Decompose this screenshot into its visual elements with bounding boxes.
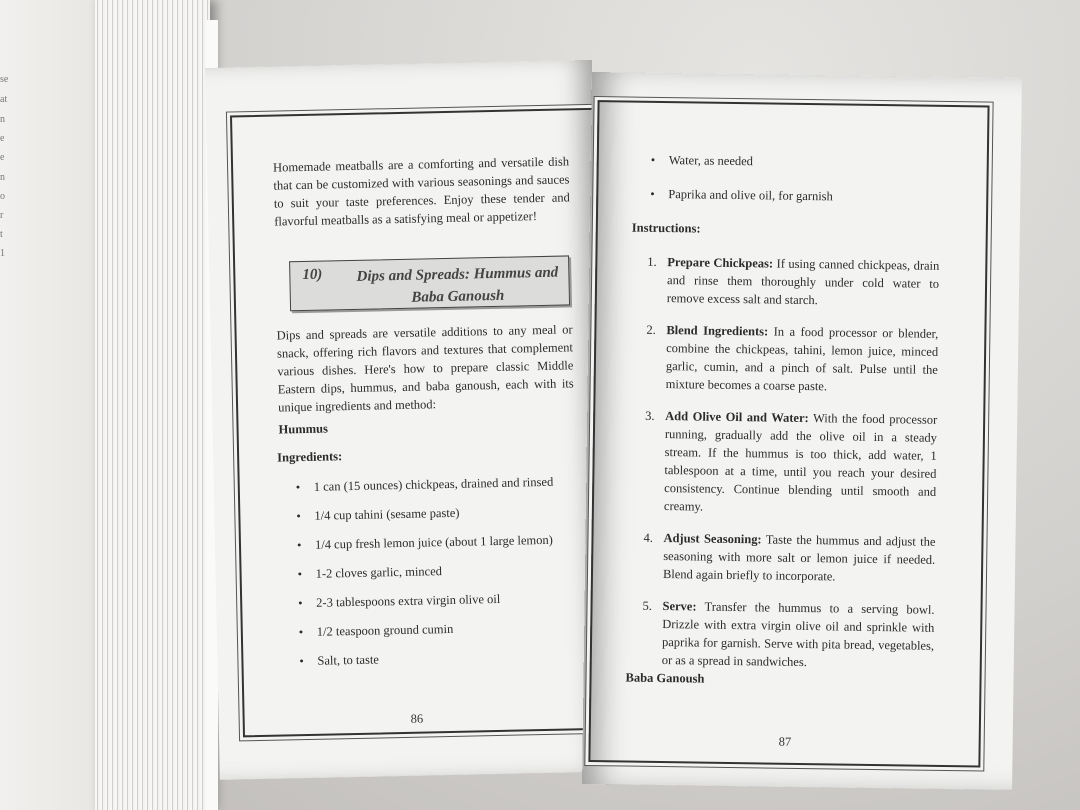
edge-text-fragment: e <box>0 152 5 163</box>
list-item: • 1 can (15 ounces) chickpeas, drained and rinsed <box>295 474 554 495</box>
bullet-icon: • <box>650 186 655 201</box>
bullet-icon: • <box>298 596 303 611</box>
edge-text-fragment: 1 <box>0 248 5 259</box>
instruction-step: 5. Serve: Transfer the hummus to a serving bowl. Drizzle with extra virgin olive oil and sprinkle with paprika for garnish. Serve with pita bread, vegetables, or as a spread in sandwiches. <box>642 598 935 670</box>
instruction-step: 4. Adjust Seasoning: Taste the hummus and adjust the seasoning with more salt or lemon juice if needed. Blend again briefly to incorporate. <box>643 530 936 584</box>
list-item: • Water, as needed <box>650 152 754 169</box>
instructions-list <box>623 253 939 687</box>
bullet-icon: • <box>650 152 656 167</box>
hummus-heading: Hummus <box>278 421 329 437</box>
adjacent-book-edge <box>0 0 110 810</box>
book-page-stack <box>95 0 210 810</box>
bullet-icon: • <box>295 480 301 495</box>
edge-text-fragment: se <box>0 74 9 85</box>
list-item: • 2-3 tablespoons extra virgin olive oil <box>298 591 501 611</box>
edge-text-fragment: n <box>0 172 5 183</box>
bullet-icon: • <box>296 509 301 524</box>
section-number: 10) <box>302 266 323 284</box>
list-item: • 1/2 teaspoon ground cumin <box>298 621 454 640</box>
page-number: 86 <box>410 711 424 726</box>
list-item: • 1-2 cloves garlic, minced <box>297 564 443 582</box>
bullet-icon: • <box>296 538 302 553</box>
section-title: Dips and Spreads: Hummus and Baba Ganoush <box>356 264 559 306</box>
edge-text-fragment: t <box>0 229 3 240</box>
right-page <box>582 72 1022 790</box>
bullet-icon: • <box>298 625 304 640</box>
left-page <box>205 60 607 780</box>
list-item: • 1/4 cup fresh lemon juice (about 1 large lemon) <box>296 532 553 553</box>
edge-text-fragment: n <box>0 114 5 125</box>
baba-ganoush-heading: Baba Ganoush <box>625 670 705 686</box>
list-item: • 1/4 cup tahini (sesame paste) <box>296 505 460 524</box>
ingredients-heading: Ingredients: <box>277 449 343 465</box>
list-item: • Salt, to taste <box>299 652 380 669</box>
section-heading-box <box>289 255 570 311</box>
edge-text-fragment: o <box>0 191 5 202</box>
instruction-step: 3. Add Olive Oil and Water: With the food processor running, gradually add the olive oil in a steady stream. If the hummus is too thick, add water, 1 tablespoon at a time, until you reach your desired consistency. Continue blending until smooth and creamy. <box>645 408 938 514</box>
list-item: • Paprika and olive oil, for garnish <box>650 186 833 204</box>
instruction-step: 1. Prepare Chickpeas: If using canned chickpeas, drain and rinse them thoroughly under cold water to remove excess salt and starch. <box>647 254 940 308</box>
meatballs-conclusion-paragraph: Homemade meatballs are a comforting and versatile dish that can be customized with various seasonings and sauces to suit your taste preferences. Enjoy these tender and flavorful meatballs as a satisfying meal or appetizer! <box>272 154 570 229</box>
page-number: 87 <box>778 734 792 749</box>
bullet-icon: • <box>297 567 303 582</box>
edge-text-fragment: e <box>0 133 5 144</box>
ingredients-list-continued <box>650 152 969 225</box>
instructions-heading: Instructions: <box>631 220 701 236</box>
ingredients-list <box>295 474 598 683</box>
edge-text-fragment: at <box>0 94 8 105</box>
edge-text-fragment: r <box>0 210 4 221</box>
instruction-step: 2. Blend Ingredients: In a food processor or blender, combine the chickpeas, tahini, lemon juice, minced garlic, cumin, and a pinch of salt. Pulse until the mixture becomes a coarse paste. <box>646 322 939 394</box>
bullet-icon: • <box>299 654 304 669</box>
dips-intro-paragraph: Dips and spreads are versatile additions to any meal or snack, offering rich flavors and textures that complement various dishes. Here's how to prepare classic Middle Eastern dips, hummus, and baba ganoush, each with its unique ingredients and method: <box>276 322 574 415</box>
